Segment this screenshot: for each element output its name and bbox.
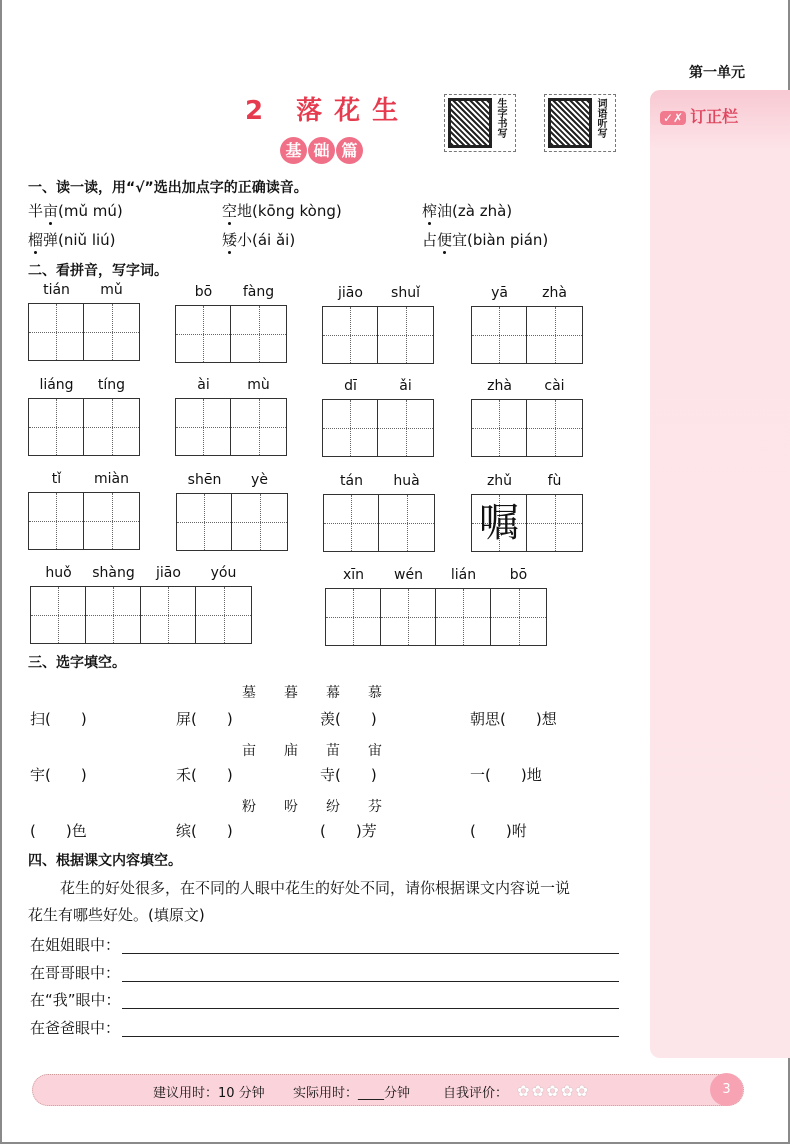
word-text: 占便宜	[422, 231, 468, 249]
section2-heading: 二、看拼音，写字词。	[28, 263, 168, 279]
qr-code-dictation[interactable]	[544, 94, 616, 152]
grid-box[interactable]	[472, 378, 527, 456]
fill-blank[interactable]: 禾( )	[176, 766, 233, 784]
lesson-name: 落花生	[296, 96, 411, 126]
answer-label: 在“我”眼中：	[30, 991, 121, 1009]
pronunciation-item	[222, 200, 342, 221]
fill-blank[interactable]: ( )咐	[470, 822, 527, 840]
pinyin-label: yóu	[210, 565, 237, 581]
pinyin-label: tǐ	[51, 471, 62, 487]
pinyin-label: fàng	[242, 284, 275, 300]
pronunciation-item	[422, 229, 548, 250]
word-wrapper	[422, 200, 452, 221]
fill-blank[interactable]: 缤( )	[176, 822, 233, 840]
pinyin-label: shàng	[92, 565, 135, 581]
rating-stars[interactable]	[517, 1082, 588, 1100]
fill-blank[interactable]: 羡( )	[320, 710, 377, 728]
pinyin-label: cài	[544, 378, 565, 394]
grid-box[interactable]	[379, 473, 434, 551]
answer-line[interactable]	[122, 953, 619, 954]
section1-heading: 一、读一读，用“√”选出加点字的正确读音。	[28, 180, 308, 196]
pinyin-options[interactable]: (biàn pián)	[467, 231, 549, 249]
star-icon[interactable]: ✿	[517, 1082, 530, 1100]
self-evaluation-label: 自我评价：	[443, 1086, 509, 1101]
grid-box[interactable]	[84, 377, 139, 455]
pinyin-options[interactable]: (niǔ liú)	[58, 231, 116, 249]
pinyin-label: tán	[340, 473, 363, 489]
pinyin-label: liáng	[39, 377, 74, 393]
writing-grid[interactable]	[28, 471, 140, 550]
answer-line[interactable]	[122, 1008, 619, 1009]
suggested-time: 建议用时：10 分钟	[153, 1086, 265, 1101]
grid-box[interactable]	[378, 285, 433, 363]
emphasis-dot	[34, 251, 37, 254]
writing-grid[interactable]	[28, 377, 140, 456]
char-options: 亩 庙 苗 宙	[242, 743, 382, 759]
writing-grid[interactable]	[322, 378, 434, 457]
pinyin-label: zhà	[542, 285, 567, 301]
grid-box[interactable]	[176, 377, 231, 455]
grid-box[interactable]	[527, 285, 582, 363]
qr-code-writing[interactable]	[444, 94, 516, 152]
pinyin-label: jiāo	[156, 565, 181, 581]
grid-box[interactable]	[141, 565, 196, 643]
badge-char: 篇	[336, 137, 363, 164]
writing-grid[interactable]	[28, 282, 140, 361]
emphasis-dot	[443, 251, 446, 254]
pinyin-label: shēn	[187, 472, 222, 488]
char-options: 粉 吩 纷 芬	[242, 799, 382, 815]
word-wrapper	[422, 229, 467, 250]
grid-box[interactable]	[436, 567, 491, 645]
char-options: 墓 暮 幕 慕	[242, 685, 382, 701]
pinyin-label: xīn	[342, 567, 365, 583]
word-wrapper	[28, 200, 58, 221]
writing-grid[interactable]	[325, 567, 547, 646]
pinyin-options[interactable]: (zà zhà)	[452, 202, 513, 220]
grid-box[interactable]	[326, 567, 381, 645]
star-icon[interactable]: ✿	[575, 1082, 588, 1100]
star-icon[interactable]: ✿	[560, 1082, 574, 1100]
pinyin-label: ài	[197, 377, 210, 393]
badge-char: 基	[280, 137, 307, 164]
pronunciation-item	[28, 200, 123, 221]
qr-label: 词语听写	[595, 98, 606, 138]
writing-grid[interactable]	[175, 377, 287, 456]
fill-blank[interactable]: 一( )地	[470, 766, 542, 784]
grid-box[interactable]	[84, 471, 139, 549]
fill-blank[interactable]: 朝思( )想	[470, 710, 557, 728]
pinyin-label: wén	[394, 567, 423, 583]
correction-sidebar	[650, 90, 790, 1058]
page-number: 3	[710, 1073, 743, 1106]
qr-code-icon	[448, 98, 492, 148]
pinyin-label: tián	[43, 282, 70, 298]
emphasis-dot	[428, 222, 431, 225]
answer-line[interactable]	[122, 981, 619, 982]
grid-box[interactable]	[472, 473, 527, 551]
written-char: 嘱	[479, 500, 519, 546]
pinyin-label: yè	[251, 472, 268, 488]
pinyin-label: mǔ	[100, 282, 123, 298]
answer-label: 在姐姐眼中：	[30, 936, 121, 954]
answer-label: 在哥哥眼中：	[30, 963, 121, 982]
word-text: 矮小	[222, 231, 253, 249]
fill-blank[interactable]: 扫( )	[30, 710, 87, 728]
unit-label: 第一单元	[689, 65, 745, 81]
writing-grid[interactable]	[471, 285, 583, 364]
star-icon[interactable]: ✿	[531, 1082, 545, 1100]
fill-blank[interactable]: 寺( )	[320, 766, 377, 784]
pinyin-label: zhǔ	[486, 473, 513, 489]
grid-box[interactable]	[527, 473, 582, 551]
lesson-number: 2	[245, 96, 276, 126]
pinyin-label: huǒ	[45, 565, 72, 581]
grid-box[interactable]	[176, 284, 231, 362]
actual-time: 实际用时：____分钟	[293, 1086, 411, 1101]
grid-box[interactable]	[381, 567, 436, 645]
pinyin-label: dī	[344, 378, 357, 394]
word-text: 榨油	[422, 202, 453, 220]
pinyin-label: shuǐ	[391, 285, 420, 301]
grid-box[interactable]	[323, 285, 378, 363]
answer-label: 在爸爸眼中：	[30, 1018, 121, 1037]
fill-blank[interactable]: 宇( )	[30, 766, 87, 784]
word-text: 榴弹	[28, 231, 59, 249]
section4-paragraph: 花生的好处很多，在不同的人眼中花生的好处不同，请你根据课文内容说一说	[60, 879, 571, 897]
grid-box[interactable]	[84, 282, 139, 360]
grid-box[interactable]	[323, 378, 378, 456]
writing-grid[interactable]	[176, 472, 288, 551]
grid-box[interactable]	[232, 472, 287, 550]
footer-bar	[32, 1074, 744, 1106]
answer-line[interactable]	[122, 1036, 619, 1037]
fill-blank[interactable]: ( )芳	[320, 822, 377, 840]
section3-heading: 三、选字填空。	[28, 655, 126, 671]
pinyin-label: mù	[247, 377, 270, 393]
fill-blank[interactable]: 屏( )	[176, 710, 233, 728]
grid-box[interactable]	[527, 378, 582, 456]
star-icon[interactable]: ✿	[546, 1082, 559, 1100]
writing-grid[interactable]	[322, 285, 434, 364]
writing-grid[interactable]	[471, 378, 583, 457]
pinyin-label: fù	[547, 473, 562, 489]
emphasis-dot	[228, 251, 231, 254]
pinyin-label: huà	[393, 473, 420, 489]
word-text: 空地	[222, 202, 253, 220]
grid-box[interactable]	[231, 284, 286, 362]
grid-box[interactable]	[378, 378, 433, 456]
pronunciation-item	[28, 229, 116, 250]
writing-grid[interactable]	[30, 565, 252, 644]
grid-box[interactable]	[29, 282, 84, 360]
word-wrapper	[222, 200, 252, 221]
pinyin-label: bō	[509, 567, 528, 583]
sidebar-title: 订正栏	[690, 107, 739, 126]
pinyin-label: jiāo	[338, 285, 363, 301]
word-text: 半亩	[28, 202, 59, 220]
grid-box[interactable]	[177, 472, 232, 550]
pinyin-label: tíng	[97, 377, 126, 393]
section4-heading: 四、根据课文内容填空。	[28, 853, 182, 869]
grid-box[interactable]	[472, 285, 527, 363]
pronunciation-item	[222, 229, 295, 250]
qr-label: 生字书写	[495, 98, 506, 138]
lesson-title	[245, 90, 410, 127]
pinyin-label: ǎi	[399, 378, 412, 394]
pinyin-options[interactable]: (ái ǎi)	[252, 231, 296, 249]
word-wrapper	[28, 229, 58, 250]
grid-box[interactable]	[31, 565, 86, 643]
writing-grid[interactable]	[175, 284, 287, 363]
writing-grid[interactable]	[471, 473, 583, 552]
pinyin-options[interactable]: (mǔ mú)	[58, 202, 123, 220]
badge-char: 础	[308, 137, 335, 164]
word-wrapper	[222, 229, 252, 250]
pinyin-label: yā	[491, 285, 508, 301]
grid-box[interactable]	[196, 565, 251, 643]
pinyin-label: lián	[450, 567, 477, 583]
section4-paragraph: 花生有哪些好处。(填原文)	[28, 906, 205, 924]
grid-box[interactable]	[231, 377, 286, 455]
pinyin-label: miàn	[94, 471, 129, 487]
pronunciation-item	[422, 200, 512, 221]
pinyin-options[interactable]: (kōng kòng)	[252, 202, 342, 220]
writing-grid[interactable]	[323, 473, 435, 552]
grid-box[interactable]	[29, 471, 84, 549]
pinyin-label: bō	[194, 284, 213, 300]
emphasis-dot	[49, 222, 52, 225]
check-cross-icon: ✓✗	[660, 111, 686, 125]
qr-code-icon	[548, 98, 592, 148]
grid-box[interactable]	[491, 567, 546, 645]
pinyin-label: zhà	[487, 378, 512, 394]
grid-box[interactable]	[86, 565, 141, 643]
grid-box[interactable]	[29, 377, 84, 455]
grid-box[interactable]	[324, 473, 379, 551]
emphasis-dot	[228, 222, 231, 225]
fill-blank[interactable]: ( )色	[30, 822, 87, 840]
